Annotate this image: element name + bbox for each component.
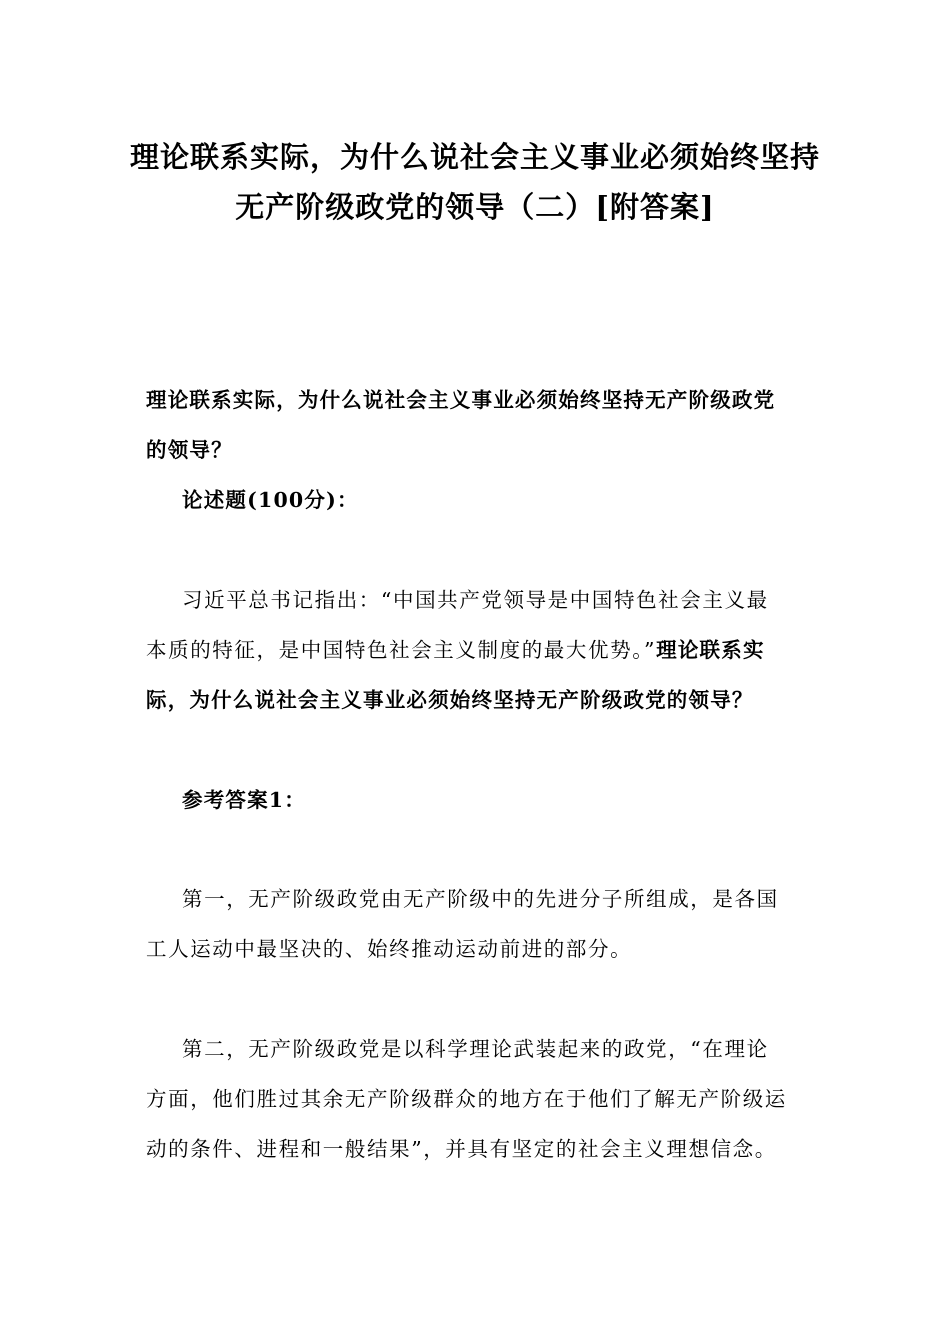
- point1-line-1: 第一，无产阶级政党由无产阶级中的先进分子所组成，是各国: [182, 887, 779, 911]
- question-line-1: 理论联系实际，为什么说社会主义事业必须始终坚持无产阶级政党: [146, 388, 776, 412]
- point2-line-2: 方面，他们胜过其余无产阶级群众的地方在于他们了解无产阶级运: [146, 1087, 787, 1111]
- quote-line-2-bold: 理论联系实: [656, 638, 765, 662]
- answer-label: 参考答案1：: [182, 788, 306, 812]
- point2-line-1: 第二，无产阶级政党是以科学理论武装起来的政党，“在理论: [182, 1037, 769, 1061]
- point2-line-3: 动的条件、进程和一般结果”，并具有坚定的社会主义理想信念。: [146, 1137, 777, 1161]
- question-line-2: 的领导？: [146, 438, 233, 462]
- quote-line-2-regular: 本质的特征，是中国特色社会主义制度的最大优势。”: [146, 638, 657, 662]
- quote-line-3: 际，为什么说社会主义事业必须始终坚持无产阶级政党的领导？: [146, 688, 754, 712]
- quote-line-2: [146, 635, 765, 665]
- point1-line-2: 工人运动中最坚决的、始终推动运动前进的部分。: [146, 937, 633, 961]
- document-title-line-2: 无产阶级政党的领导（二）[附答案]: [235, 190, 715, 224]
- essay-label: 论述题(100分)：: [182, 488, 359, 512]
- quote-line-1: 习近平总书记指出：“中国共产党领导是中国特色社会主义最: [182, 588, 769, 612]
- document-title-line-1: 理论联系实际，为什么说社会主义事业必须始终坚持: [129, 140, 820, 174]
